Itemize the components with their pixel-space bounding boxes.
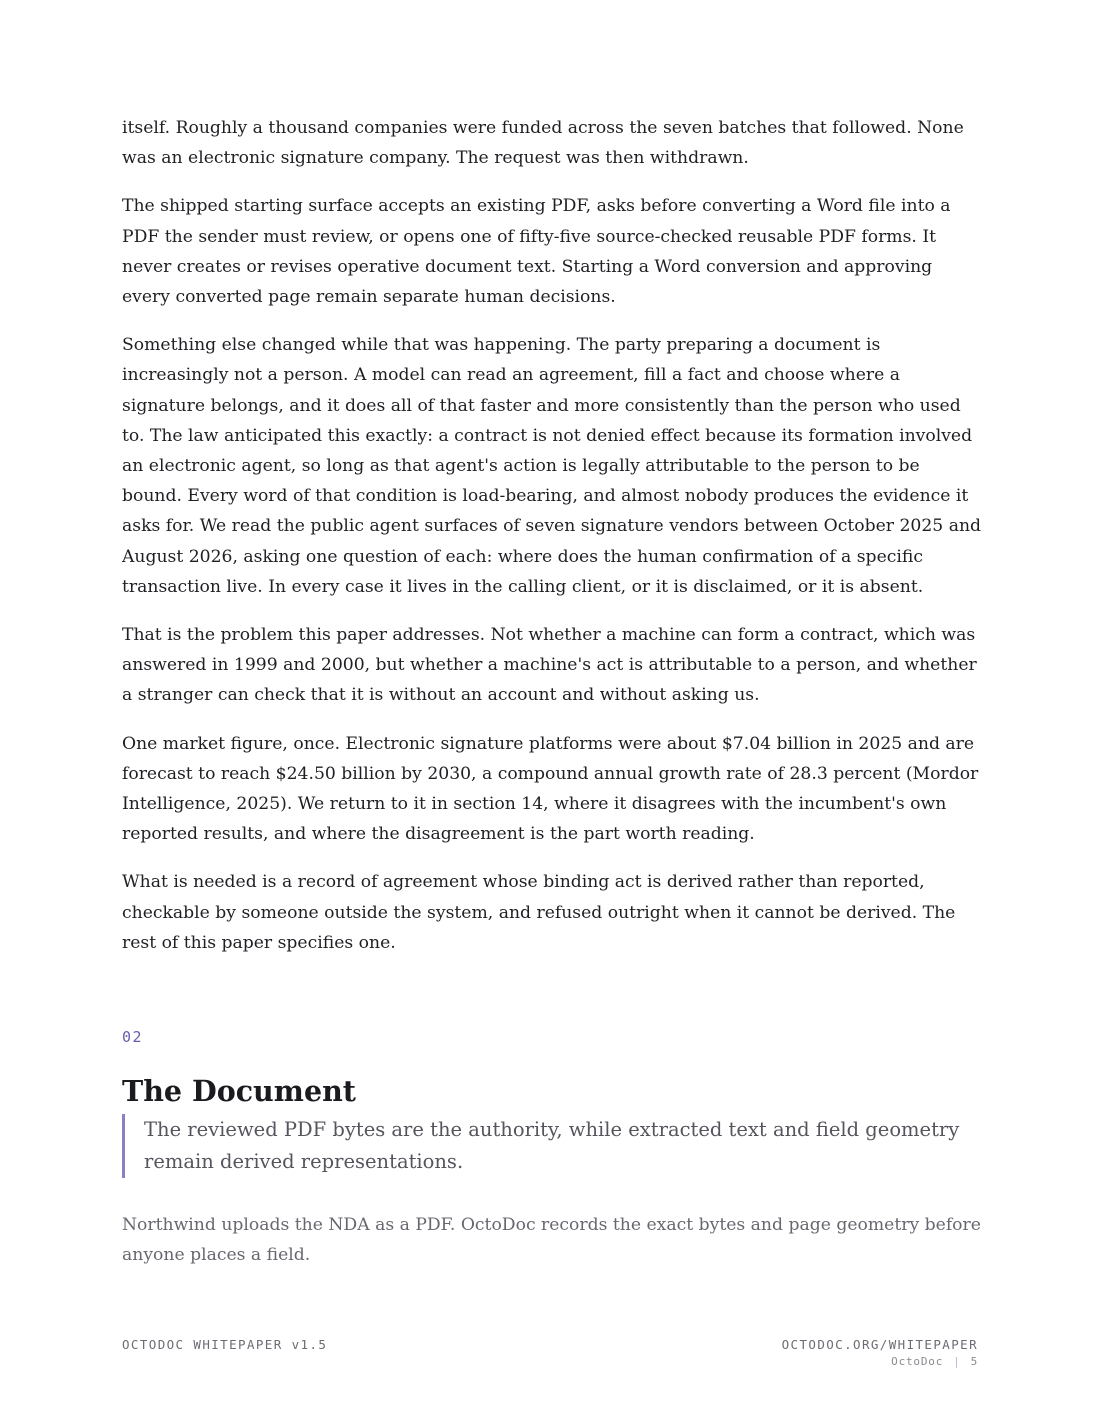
- body-paragraph: One market figure, once. Electronic signature platforms were about $7.04 billion in 2025 and are forecast to reach $24.50 billion by 2030, a compound annual growth rate of 28.3 percent (Mordor Intelligence, 2025). We return to it in section 14, where it disagrees with the incumbent's own reported results, and where the disagreement is the part worth reading.: [122, 733, 979, 845]
- body-paragraph: What is needed is a record of agreement whose binding act is derived rather than reported, checkable by someone outside the system, and refused outright when it cannot be derived. The rest of this paper specifies one.: [122, 872, 956, 953]
- pull-quote: The reviewed PDF bytes are the authority, while extracted text and field geometry remain derived representations.: [122, 1114, 982, 1178]
- body-paragraph: Something else changed while that was happening. The party preparing a document is increasingly not a person. A model can read an agreement, fill a fact and choose where a signature belongs, and it does all of that faster and more consistently than the person who used to. The law anticipated this exactly: a contract is not denied effect because its formation involved an electronic agent, so long as that agent's action is legally attributable to the person to be bound. Every word of that condition is load-bearing, and almost nobody produces the evidence it asks for. We read the public agent surfaces of seven signature vendors between October 2025 and August 2026, asking one question of each: where does the human confirmation of a specific transaction live. In every case it lives in the calling client, or it is disclaimed, or it is absent.: [122, 335, 982, 597]
- body-paragraph: The shipped starting surface accepts an existing PDF, asks before converting a Word file into a PDF the sender must review, or opens one of fifty-five source-checked reusable PDF forms. It never creates or revises operative document text. Starting a Word conversion and approving every converted page remain separate human decisions.: [122, 196, 951, 308]
- footer-brand: OctoDoc: [891, 1355, 944, 1368]
- footer-right: [782, 1337, 978, 1371]
- section-lede: Northwind uploads the NDA as a PDF. OctoDoc records the exact bytes and page geometry before anyone places a field.: [122, 1215, 981, 1266]
- page-number: 5: [970, 1355, 978, 1368]
- section-number: 02: [122, 1028, 144, 1047]
- body-paragraph: That is the problem this paper addresses. Not whether a machine can form a contract, which was answered in 1999 and 2000, but whether a machine's act is attributable to a person, and whether a stranger can check that it is without an account and without asking us.: [122, 625, 977, 706]
- section-title: The Document: [122, 1074, 356, 1109]
- body-paragraph: itself. Roughly a thousand companies were funded across the seven batches that followed. None was an electronic signature company. The request was then withdrawn.: [122, 118, 964, 169]
- footer-url-link[interactable]: OCTODOC.ORG/WHITEPAPER: [781, 1337, 978, 1352]
- page-content: [122, 113, 982, 1270]
- footer-meta: [782, 1353, 978, 1371]
- footer-document-title: OCTODOC WHITEPAPER v1.5: [122, 1337, 328, 1352]
- footer-separator: |: [953, 1355, 961, 1368]
